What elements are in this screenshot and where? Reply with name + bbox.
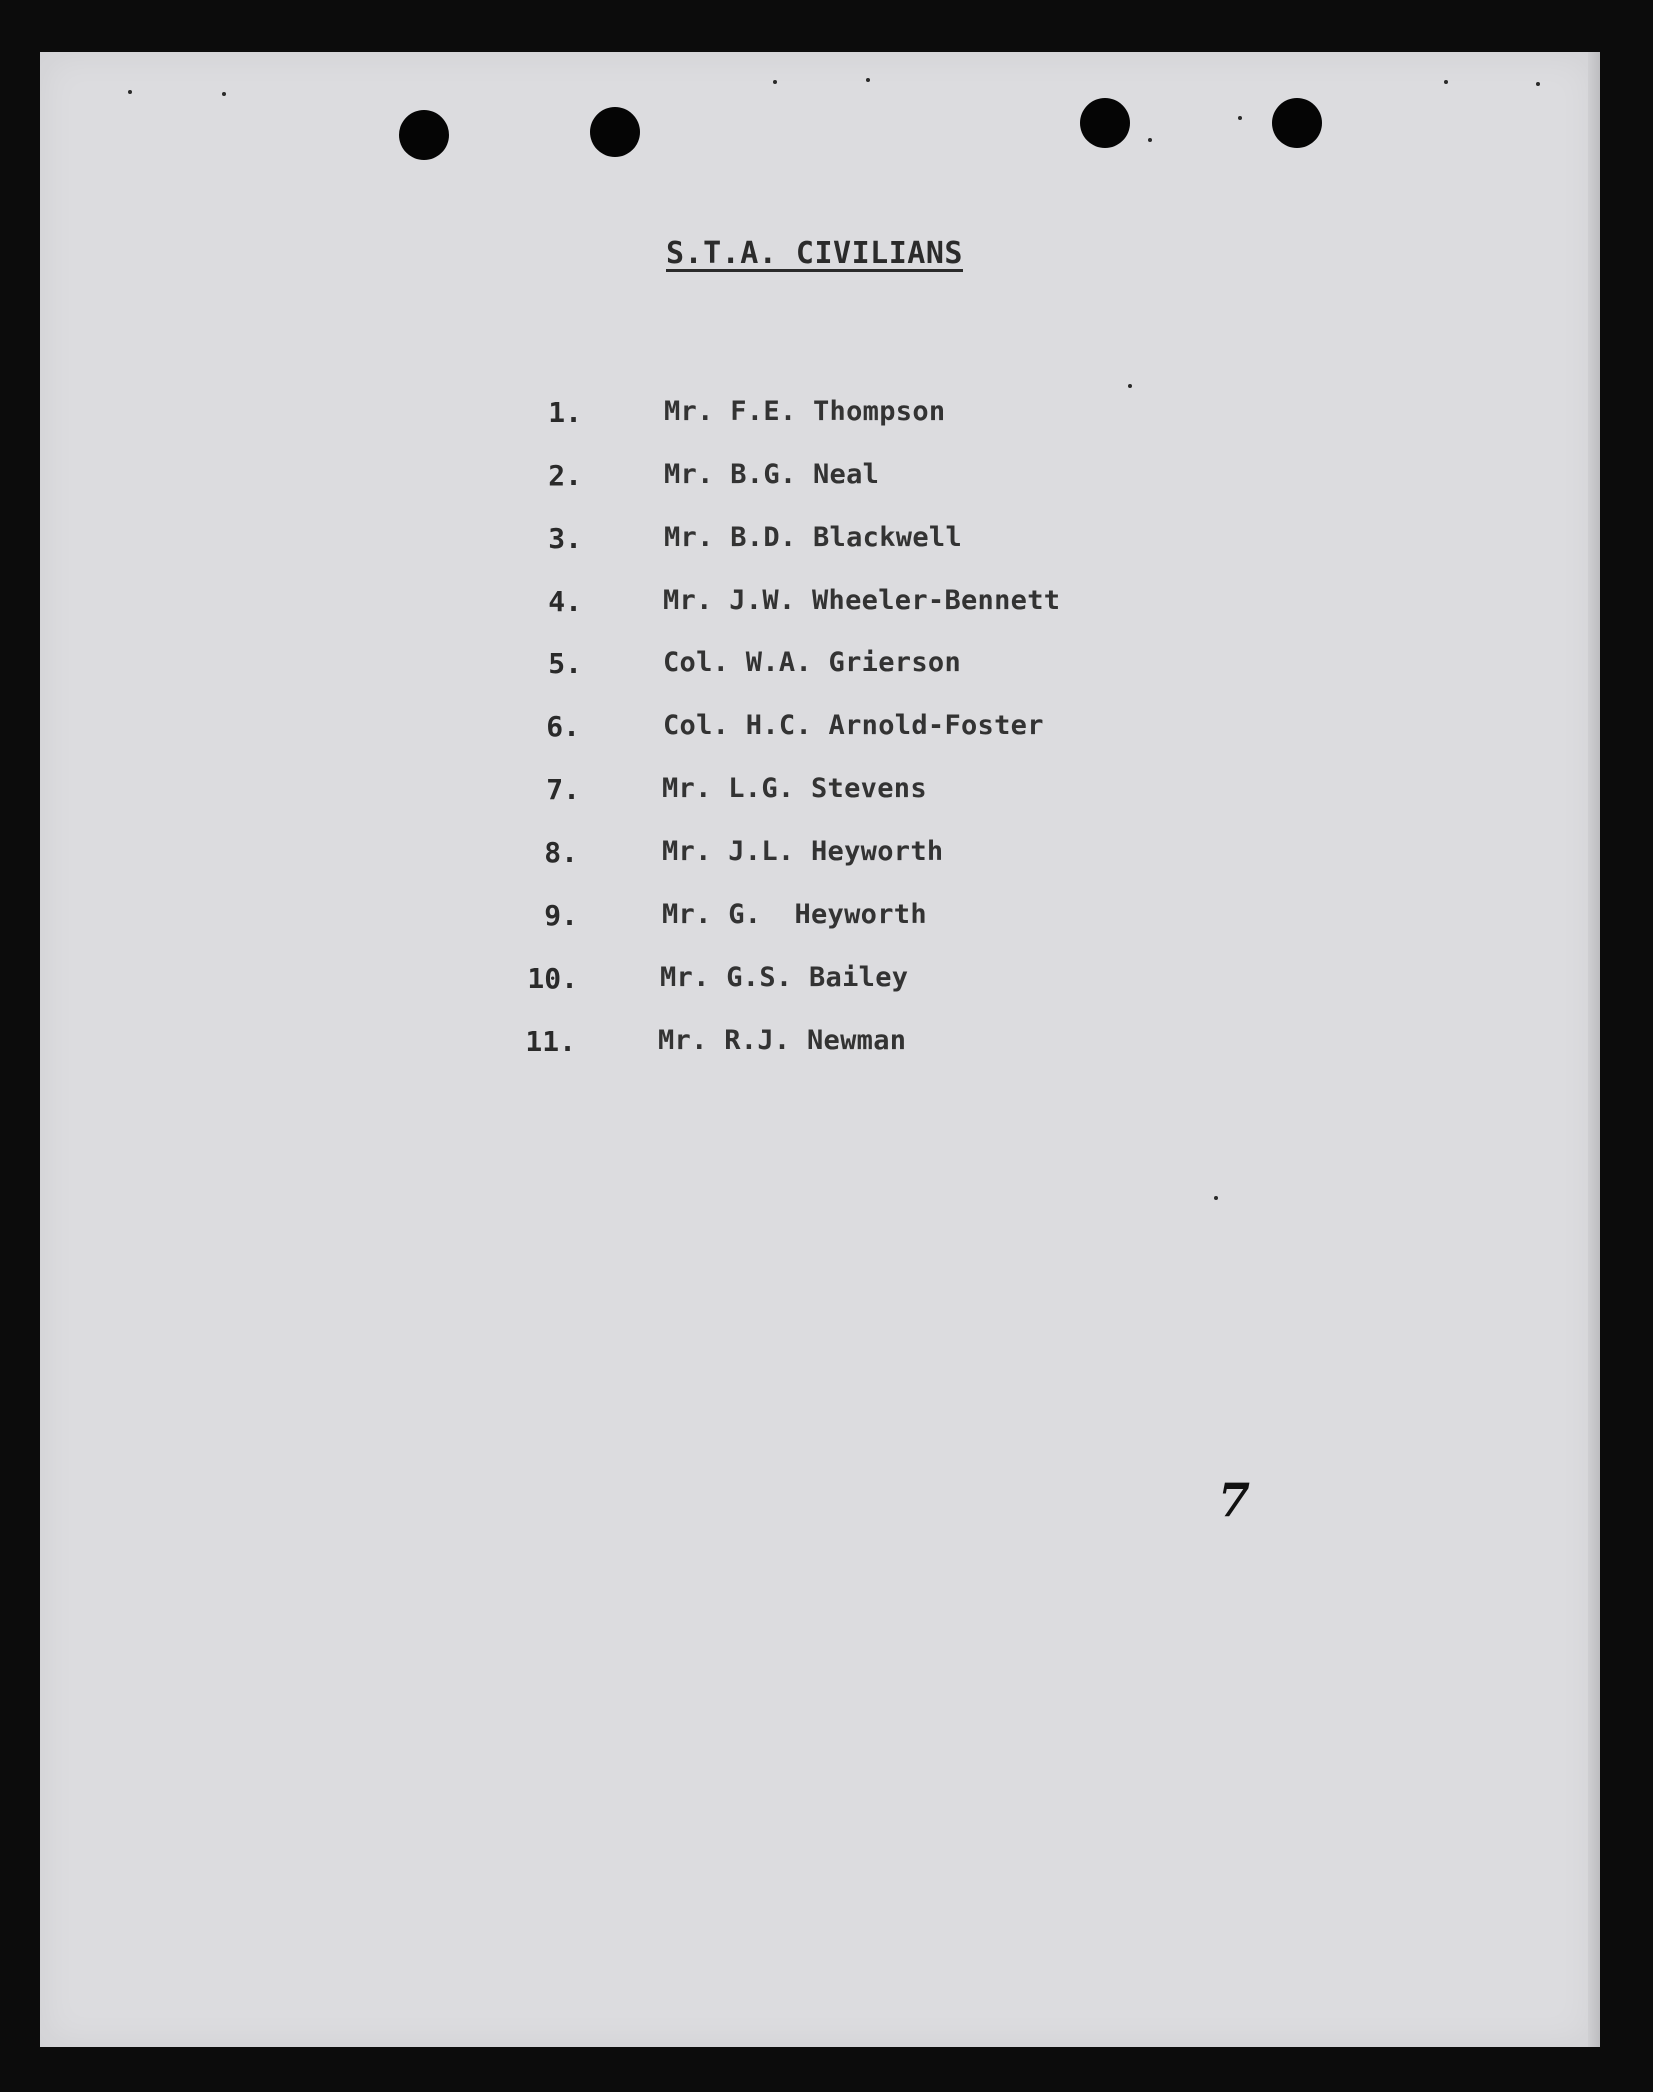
item-number: 8. <box>544 836 578 869</box>
item-name: Mr. J.W. Wheeler-Bennett <box>663 585 1061 616</box>
list-item <box>500 585 1060 625</box>
punch-hole-4 <box>1272 98 1322 148</box>
item-number: 1. <box>548 396 582 429</box>
document-title: S.T.A. CIVILIANS <box>666 236 963 271</box>
list-item <box>500 459 1060 499</box>
list-item <box>500 899 1060 939</box>
dust-speck <box>222 92 226 96</box>
dust-speck <box>773 80 777 84</box>
item-name: Col. H.C. Arnold-Foster <box>663 710 1044 741</box>
punch-hole-2 <box>590 107 640 157</box>
list-item <box>500 396 1060 436</box>
dust-speck <box>1214 1196 1218 1200</box>
paper-edge <box>1588 52 1600 2047</box>
list-item <box>500 962 1060 1002</box>
list-item <box>500 773 1060 813</box>
list-item <box>500 1025 1060 1065</box>
dust-speck <box>1238 116 1242 120</box>
dust-speck <box>1444 80 1448 84</box>
list-item <box>500 710 1060 750</box>
handwritten-page-number: 7 <box>1218 1473 1251 1527</box>
item-number: 7. <box>546 773 580 806</box>
item-name: Col. W.A. Grierson <box>663 647 961 678</box>
item-number: 3. <box>548 522 582 555</box>
punch-hole-3 <box>1080 98 1130 148</box>
item-name: Mr. L.G. Stevens <box>662 773 927 804</box>
dust-speck <box>1536 82 1540 86</box>
dust-speck <box>128 90 132 94</box>
item-name: Mr. B.D. Blackwell <box>664 522 962 553</box>
item-name: Mr. F.E. Thompson <box>664 396 946 427</box>
item-number: 6. <box>546 710 580 743</box>
dust-speck <box>1148 138 1152 142</box>
item-number: 4. <box>548 585 582 618</box>
item-name: Mr. R.J. Newman <box>658 1025 907 1056</box>
item-name: Mr. B.G. Neal <box>664 459 880 490</box>
item-number: 11. <box>525 1025 576 1058</box>
item-number: 9. <box>544 899 578 932</box>
list-item <box>500 522 1060 562</box>
dust-speck <box>1128 384 1132 388</box>
item-number: 2. <box>548 459 582 492</box>
item-number: 5. <box>548 647 582 680</box>
dust-speck <box>866 78 870 82</box>
punch-hole-1 <box>399 110 449 160</box>
item-name: Mr. G.S. Bailey <box>660 962 909 993</box>
list-item <box>500 647 1060 687</box>
item-name: Mr. G. Heyworth <box>662 899 927 930</box>
item-name: Mr. J.L. Heyworth <box>662 836 944 867</box>
list-item <box>500 836 1060 876</box>
item-number: 10. <box>527 962 578 995</box>
